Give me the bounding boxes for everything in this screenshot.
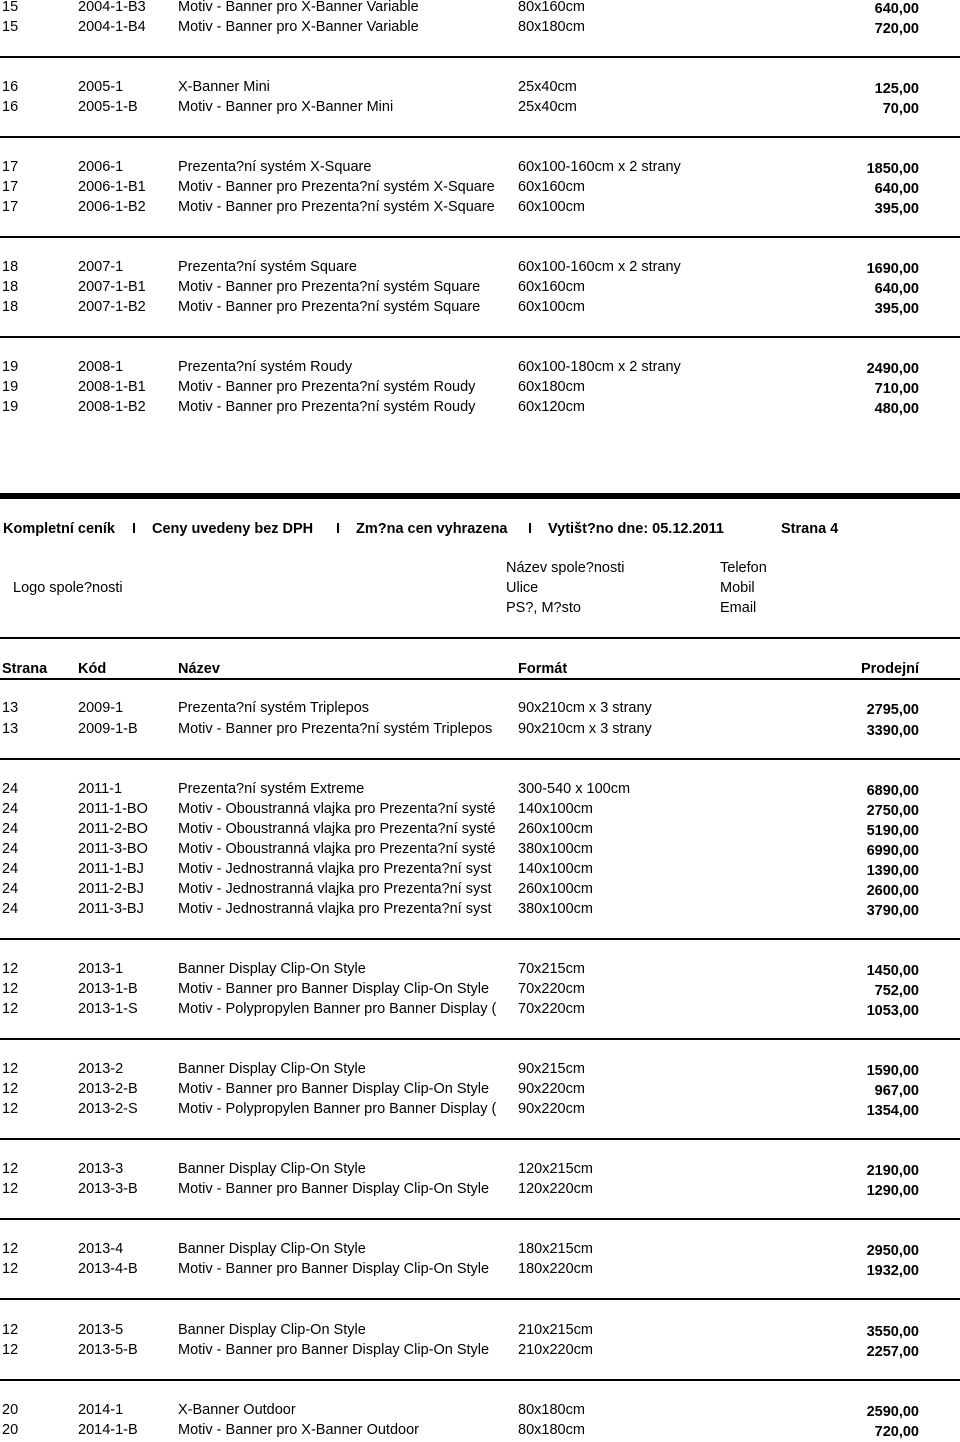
cell-strana: 24 bbox=[2, 821, 19, 837]
column-header-format: Formát bbox=[518, 661, 568, 677]
cell-nazev: Motiv - Oboustranná vlajka pro Prezenta?ní systé bbox=[178, 841, 496, 857]
cell-strana: 12 bbox=[2, 1161, 19, 1177]
cell-price: 70,00 bbox=[882, 101, 919, 117]
cell-price: 2600,00 bbox=[866, 883, 919, 899]
cell-format: 80x180cm bbox=[518, 1422, 585, 1438]
cell-strana: 12 bbox=[2, 1241, 19, 1257]
cell-price: 1053,00 bbox=[866, 1003, 919, 1019]
cell-nazev: Motiv - Polypropylen Banner pro Banner Display ( bbox=[178, 1001, 497, 1017]
cell-kod: 2014-1-B bbox=[78, 1422, 138, 1438]
group-divider bbox=[0, 938, 960, 940]
cell-price: 1450,00 bbox=[866, 963, 919, 979]
cell-format: 60x100-160cm x 2 strany bbox=[518, 159, 681, 175]
cell-strana: 19 bbox=[2, 359, 19, 375]
table-row bbox=[0, 377, 960, 397]
cell-strana: 15 bbox=[2, 19, 19, 35]
footer-changes-note: Zm?na cen vyhrazena bbox=[356, 521, 508, 537]
table-row bbox=[0, 779, 960, 799]
cell-price: 967,00 bbox=[874, 1083, 919, 1099]
cell-strana: 12 bbox=[2, 1181, 19, 1197]
header-divider bbox=[0, 637, 960, 639]
table-row bbox=[0, 1159, 960, 1179]
cell-strana: 24 bbox=[2, 901, 19, 917]
group-divider bbox=[0, 136, 960, 138]
cell-price: 2190,00 bbox=[866, 1163, 919, 1179]
table-row bbox=[0, 698, 960, 718]
cell-nazev: Banner Display Clip-On Style bbox=[178, 1241, 366, 1257]
cell-nazev: X-Banner Outdoor bbox=[178, 1402, 296, 1418]
table-row bbox=[0, 177, 960, 197]
company-name: Název spole?nosti bbox=[506, 560, 625, 576]
cell-format: 25x40cm bbox=[518, 79, 577, 95]
cell-strana: 18 bbox=[2, 259, 19, 275]
table-row bbox=[0, 1059, 960, 1079]
cell-format: 90x215cm bbox=[518, 1061, 585, 1077]
cell-format: 180x215cm bbox=[518, 1241, 593, 1257]
cell-price: 2795,00 bbox=[866, 702, 919, 718]
cell-nazev: Prezenta?ní systém Roudy bbox=[178, 359, 353, 375]
cell-price: 3550,00 bbox=[866, 1324, 919, 1340]
cell-nazev: Prezenta?ní systém Extreme bbox=[178, 781, 365, 797]
group-divider bbox=[0, 236, 960, 238]
cell-format: 180x220cm bbox=[518, 1261, 593, 1277]
cell-kod: 2007-1-B1 bbox=[78, 279, 146, 295]
cell-price: 395,00 bbox=[874, 201, 919, 217]
group-divider bbox=[0, 336, 960, 338]
cell-format: 80x180cm bbox=[518, 1402, 585, 1418]
group-divider bbox=[0, 1298, 960, 1300]
cell-nazev: Motiv - Banner pro X-Banner Outdoor bbox=[178, 1422, 419, 1438]
cell-kod: 2011-1-BJ bbox=[78, 861, 144, 877]
cell-price: 2750,00 bbox=[866, 803, 919, 819]
cell-format: 380x100cm bbox=[518, 841, 593, 857]
cell-kod: 2005-1-B bbox=[78, 99, 138, 115]
cell-nazev: Motiv - Banner pro X-Banner Variable bbox=[178, 0, 419, 15]
cell-kod: 2013-1 bbox=[78, 961, 124, 977]
cell-kod: 2005-1 bbox=[78, 79, 124, 95]
table-row bbox=[0, 0, 960, 17]
cell-price: 752,00 bbox=[874, 983, 919, 999]
cell-format: 90x210cm x 3 strany bbox=[518, 721, 652, 737]
cell-kod: 2009-1-B bbox=[78, 721, 138, 737]
table-row bbox=[0, 819, 960, 839]
group-divider bbox=[0, 1138, 960, 1140]
cell-price: 1932,00 bbox=[866, 1263, 919, 1279]
cell-strana: 18 bbox=[2, 279, 19, 295]
table-row bbox=[0, 859, 960, 879]
company-logo-placeholder: Logo spole?nosti bbox=[13, 580, 123, 596]
cell-format: 120x220cm bbox=[518, 1181, 593, 1197]
cell-kod: 2011-2-BJ bbox=[78, 881, 144, 897]
cell-price: 2257,00 bbox=[866, 1344, 919, 1360]
cell-kod: 2011-3-BJ bbox=[78, 901, 144, 917]
cell-kod: 2013-5 bbox=[78, 1322, 124, 1338]
cell-nazev: Motiv - Banner pro Banner Display Clip-On Style bbox=[178, 981, 490, 997]
table-row bbox=[0, 879, 960, 899]
group-divider bbox=[0, 1038, 960, 1040]
cell-nazev: Banner Display Clip-On Style bbox=[178, 1061, 366, 1077]
company-mobile: Mobil bbox=[720, 580, 755, 596]
group-divider bbox=[0, 1218, 960, 1220]
cell-strana: 13 bbox=[2, 700, 19, 716]
table-row bbox=[0, 799, 960, 819]
table-row bbox=[0, 77, 960, 97]
company-city: PS?, M?sto bbox=[506, 600, 581, 616]
cell-format: 70x220cm bbox=[518, 1001, 585, 1017]
cell-kod: 2008-1-B1 bbox=[78, 379, 146, 395]
cell-strana: 12 bbox=[2, 1081, 19, 1097]
cell-price: 720,00 bbox=[874, 21, 919, 37]
cell-format: 60x120cm bbox=[518, 399, 585, 415]
cell-kod: 2004-1-B4 bbox=[78, 19, 146, 35]
cell-nazev: Prezenta?ní systém X-Square bbox=[178, 159, 372, 175]
cell-kod: 2007-1 bbox=[78, 259, 124, 275]
cell-kod: 2013-3-B bbox=[78, 1181, 138, 1197]
cell-strana: 15 bbox=[2, 0, 19, 15]
cell-format: 140x100cm bbox=[518, 861, 593, 877]
cell-nazev: Motiv - Banner pro Banner Display Clip-On Style bbox=[178, 1342, 490, 1358]
cell-kod: 2013-4 bbox=[78, 1241, 124, 1257]
cell-nazev: Banner Display Clip-On Style bbox=[178, 1322, 366, 1338]
table-row bbox=[0, 959, 960, 979]
cell-format: 210x215cm bbox=[518, 1322, 593, 1338]
cell-strana: 12 bbox=[2, 961, 19, 977]
cell-nazev: Motiv - Polypropylen Banner pro Banner Display ( bbox=[178, 1101, 497, 1117]
cell-kod: 2013-1-S bbox=[78, 1001, 138, 1017]
cell-nazev: Motiv - Jednostranná vlajka pro Prezenta?ní syst bbox=[178, 901, 492, 917]
group-divider bbox=[0, 56, 960, 58]
table-row bbox=[0, 839, 960, 859]
cell-format: 300-540 x 100cm bbox=[518, 781, 631, 797]
footer-title: Kompletní ceník bbox=[3, 521, 115, 537]
table-row bbox=[0, 1179, 960, 1199]
cell-format: 120x215cm bbox=[518, 1161, 593, 1177]
cell-kod: 2006-1-B2 bbox=[78, 199, 146, 215]
cell-kod: 2011-2-BO bbox=[78, 821, 148, 837]
cell-format: 60x160cm bbox=[518, 179, 585, 195]
group-divider bbox=[0, 1379, 960, 1381]
cell-nazev: Motiv - Oboustranná vlajka pro Prezenta?ní systé bbox=[178, 821, 496, 837]
company-email: Email bbox=[720, 600, 757, 616]
footer-separator: I bbox=[336, 521, 341, 537]
cell-price: 3790,00 bbox=[866, 903, 919, 919]
table-row bbox=[0, 719, 960, 739]
cell-strana: 24 bbox=[2, 881, 19, 897]
cell-nazev: Prezenta?ní systém Triplepos bbox=[178, 700, 370, 716]
cell-format: 60x100cm bbox=[518, 199, 585, 215]
cell-kod: 2013-1-B bbox=[78, 981, 138, 997]
cell-kod: 2013-2 bbox=[78, 1061, 124, 1077]
cell-nazev: Motiv - Jednostranná vlajka pro Prezenta?ní syst bbox=[178, 881, 492, 897]
footer-print-date: Vytišt?no dne: 05.12.2011 bbox=[548, 521, 724, 537]
cell-strana: 24 bbox=[2, 861, 19, 877]
cell-nazev: Prezenta?ní systém Square bbox=[178, 259, 357, 275]
cell-kod: 2013-2-S bbox=[78, 1101, 138, 1117]
cell-price: 640,00 bbox=[874, 281, 919, 297]
cell-kod: 2009-1 bbox=[78, 700, 124, 716]
cell-kod: 2013-2-B bbox=[78, 1081, 138, 1097]
cell-kod: 2013-5-B bbox=[78, 1342, 138, 1358]
table-row bbox=[0, 277, 960, 297]
table-row bbox=[0, 999, 960, 1019]
cell-format: 60x100cm bbox=[518, 299, 585, 315]
cell-price: 125,00 bbox=[874, 81, 919, 97]
cell-price: 2950,00 bbox=[866, 1243, 919, 1259]
cell-kod: 2008-1-B2 bbox=[78, 399, 146, 415]
cell-nazev: Banner Display Clip-On Style bbox=[178, 1161, 366, 1177]
table-row bbox=[0, 1239, 960, 1259]
column-header-price: Prodejní bbox=[860, 661, 919, 677]
cell-nazev: Motiv - Banner pro Prezenta?ní systém Square bbox=[178, 279, 481, 295]
cell-nazev: Motiv - Jednostranná vlajka pro Prezenta?ní syst bbox=[178, 861, 492, 877]
cell-nazev: Motiv - Banner pro Banner Display Clip-On Style bbox=[178, 1181, 490, 1197]
cell-format: 380x100cm bbox=[518, 901, 593, 917]
cell-format: 70x220cm bbox=[518, 981, 585, 997]
cell-price: 1290,00 bbox=[866, 1183, 919, 1199]
cell-format: 60x100-180cm x 2 strany bbox=[518, 359, 681, 375]
cell-format: 140x100cm bbox=[518, 801, 593, 817]
table-row bbox=[0, 899, 960, 919]
table-row bbox=[0, 979, 960, 999]
cell-strana: 17 bbox=[2, 179, 19, 195]
cell-price: 640,00 bbox=[874, 1, 919, 17]
cell-format: 60x180cm bbox=[518, 379, 585, 395]
cell-format: 80x160cm bbox=[518, 0, 585, 15]
table-row bbox=[0, 97, 960, 117]
column-header-kod: Kód bbox=[78, 661, 107, 677]
cell-kod: 2006-1-B1 bbox=[78, 179, 146, 195]
cell-strana: 12 bbox=[2, 1322, 19, 1338]
cell-format: 260x100cm bbox=[518, 821, 593, 837]
cell-price: 6990,00 bbox=[866, 843, 919, 859]
cell-kod: 2014-1 bbox=[78, 1402, 124, 1418]
table-row bbox=[0, 1099, 960, 1119]
cell-price: 1850,00 bbox=[866, 161, 919, 177]
cell-format: 80x180cm bbox=[518, 19, 585, 35]
cell-strana: 16 bbox=[2, 99, 19, 115]
cell-nazev: Motiv - Banner pro Banner Display Clip-On Style bbox=[178, 1081, 490, 1097]
cell-format: 60x160cm bbox=[518, 279, 585, 295]
cell-price: 6890,00 bbox=[866, 783, 919, 799]
cell-strana: 12 bbox=[2, 1261, 19, 1277]
table-row bbox=[0, 257, 960, 277]
cell-format: 60x100-160cm x 2 strany bbox=[518, 259, 681, 275]
cell-price: 3390,00 bbox=[866, 723, 919, 739]
group-divider bbox=[0, 758, 960, 760]
cell-format: 260x100cm bbox=[518, 881, 593, 897]
table-row bbox=[0, 17, 960, 37]
cell-strana: 19 bbox=[2, 379, 19, 395]
cell-nazev: Motiv - Banner pro Prezenta?ní systém Roudy bbox=[178, 379, 476, 395]
column-header-nazev: Název bbox=[178, 661, 220, 677]
cell-format: 90x220cm bbox=[518, 1081, 585, 1097]
cell-format: 25x40cm bbox=[518, 99, 577, 115]
cell-nazev: Motiv - Banner pro Prezenta?ní systém Roudy bbox=[178, 399, 476, 415]
footer-vat-note: Ceny uvedeny bez DPH bbox=[152, 521, 314, 537]
cell-kod: 2011-1-BO bbox=[78, 801, 148, 817]
cell-nazev: Motiv - Banner pro Prezenta?ní systém X-Square bbox=[178, 179, 495, 195]
table-row bbox=[0, 1400, 960, 1420]
cell-kod: 2004-1-B3 bbox=[78, 0, 146, 15]
cell-format: 70x215cm bbox=[518, 961, 585, 977]
cell-strana: 20 bbox=[2, 1422, 19, 1438]
cell-kod: 2007-1-B2 bbox=[78, 299, 146, 315]
company-phone: Telefon bbox=[720, 560, 767, 576]
cell-strana: 12 bbox=[2, 1101, 19, 1117]
cell-kod: 2013-4-B bbox=[78, 1261, 138, 1277]
table-row bbox=[0, 397, 960, 417]
cell-strana: 13 bbox=[2, 721, 19, 737]
cell-nazev: Motiv - Banner pro X-Banner Variable bbox=[178, 19, 419, 35]
cell-price: 5190,00 bbox=[866, 823, 919, 839]
cell-strana: 24 bbox=[2, 801, 19, 817]
cell-strana: 12 bbox=[2, 1001, 19, 1017]
cell-nazev: X-Banner Mini bbox=[178, 79, 270, 95]
cell-strana: 17 bbox=[2, 159, 19, 175]
footer-page-number: Strana 4 bbox=[781, 521, 839, 537]
cell-nazev: Motiv - Oboustranná vlajka pro Prezenta?ní systé bbox=[178, 801, 496, 817]
table-row bbox=[0, 1420, 960, 1440]
cell-nazev: Motiv - Banner pro Banner Display Clip-On Style bbox=[178, 1261, 490, 1277]
cell-format: 90x220cm bbox=[518, 1101, 585, 1117]
cell-strana: 12 bbox=[2, 981, 19, 997]
cell-price: 395,00 bbox=[874, 301, 919, 317]
cell-price: 1590,00 bbox=[866, 1063, 919, 1079]
cell-strana: 17 bbox=[2, 199, 19, 215]
cell-kod: 2008-1 bbox=[78, 359, 124, 375]
table-row bbox=[0, 297, 960, 317]
cell-price: 640,00 bbox=[874, 181, 919, 197]
cell-nazev: Motiv - Banner pro Prezenta?ní systém X-Square bbox=[178, 199, 495, 215]
cell-nazev: Motiv - Banner pro Prezenta?ní systém Triplepos bbox=[178, 721, 493, 737]
cell-nazev: Motiv - Banner pro X-Banner Mini bbox=[178, 99, 394, 115]
page-break-rule bbox=[0, 493, 960, 499]
cell-price: 710,00 bbox=[874, 381, 919, 397]
cell-strana: 19 bbox=[2, 399, 19, 415]
cell-kod: 2013-3 bbox=[78, 1161, 124, 1177]
header-underline bbox=[0, 678, 960, 680]
table-row bbox=[0, 1320, 960, 1340]
cell-price: 1690,00 bbox=[866, 261, 919, 277]
cell-strana: 24 bbox=[2, 841, 19, 857]
table-row bbox=[0, 1340, 960, 1360]
column-header-strana: Strana bbox=[2, 661, 48, 677]
cell-kod: 2006-1 bbox=[78, 159, 124, 175]
cell-price: 2490,00 bbox=[866, 361, 919, 377]
cell-strana: 16 bbox=[2, 79, 19, 95]
cell-price: 2590,00 bbox=[866, 1404, 919, 1420]
cell-price: 480,00 bbox=[874, 401, 919, 417]
cell-price: 720,00 bbox=[874, 1424, 919, 1440]
table-row bbox=[0, 1259, 960, 1279]
cell-strana: 20 bbox=[2, 1402, 19, 1418]
footer-separator: I bbox=[132, 521, 137, 537]
cell-strana: 24 bbox=[2, 781, 19, 797]
table-row bbox=[0, 1079, 960, 1099]
cell-kod: 2011-3-BO bbox=[78, 841, 148, 857]
company-street: Ulice bbox=[506, 580, 539, 596]
cell-nazev: Motiv - Banner pro Prezenta?ní systém Square bbox=[178, 299, 481, 315]
table-row bbox=[0, 357, 960, 377]
cell-kod: 2011-1 bbox=[78, 781, 123, 797]
cell-strana: 12 bbox=[2, 1061, 19, 1077]
footer-separator: I bbox=[528, 521, 533, 537]
cell-nazev: Banner Display Clip-On Style bbox=[178, 961, 366, 977]
cell-price: 1354,00 bbox=[866, 1103, 919, 1119]
cell-strana: 18 bbox=[2, 299, 19, 315]
cell-format: 90x210cm x 3 strany bbox=[518, 700, 652, 716]
cell-format: 210x220cm bbox=[518, 1342, 593, 1358]
cell-strana: 12 bbox=[2, 1342, 19, 1358]
table-row bbox=[0, 197, 960, 217]
cell-price: 1390,00 bbox=[866, 863, 919, 879]
table-row bbox=[0, 157, 960, 177]
